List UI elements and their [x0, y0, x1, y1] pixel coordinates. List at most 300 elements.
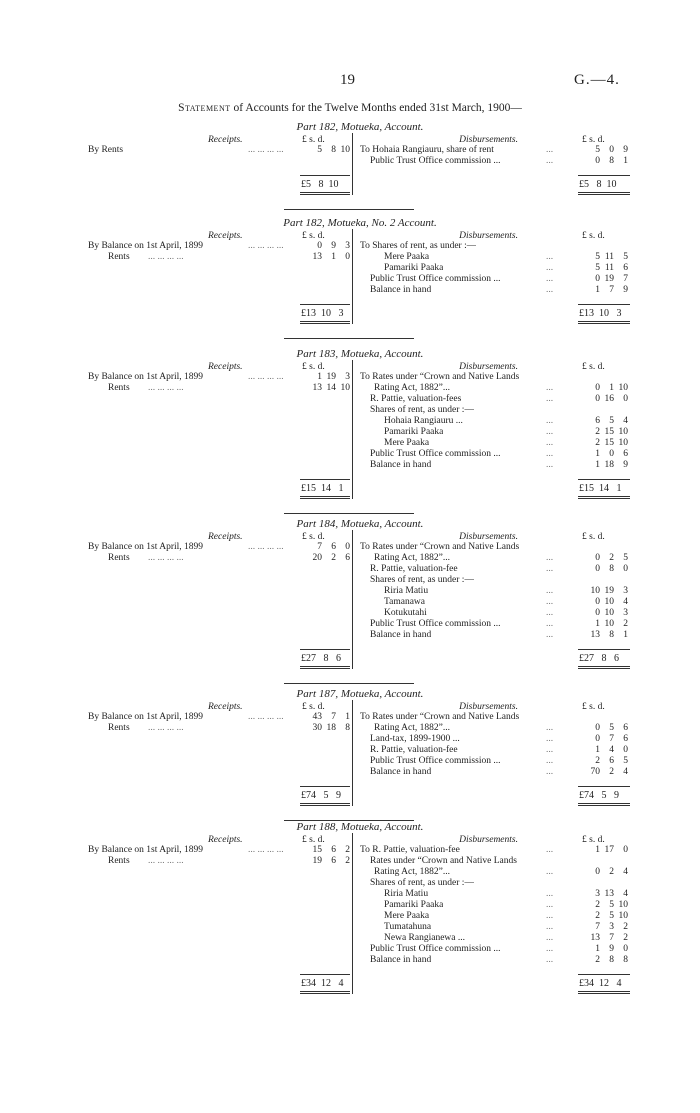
amount-l: 0 [595, 597, 600, 607]
amount-d: 4 [623, 597, 628, 607]
amount-d: 10 [618, 911, 628, 921]
leader-dots: ... [546, 586, 554, 596]
disbursement-label: Public Trust Office commission ... [370, 944, 501, 954]
disbursement-amount [578, 575, 628, 586]
disbursement-amount [578, 460, 628, 471]
amount-l: 3 [595, 889, 600, 899]
leader-dots: ... [546, 460, 554, 470]
amount-l: 19 [312, 856, 322, 866]
leader-dots: ... [546, 263, 554, 273]
disbursements-heading: Disbursements. [459, 135, 518, 145]
disbursements-total: £15 14 1 [579, 483, 622, 494]
amount-d [614, 878, 628, 889]
amount-d: 10 [340, 383, 350, 393]
amount-d: 2 [623, 619, 628, 629]
disbursement-label: To Rates under “Crown and Native Lands [360, 542, 520, 552]
amount-s: 7 [331, 712, 336, 722]
disbursement-label: Rating Act, 1882”... [374, 723, 450, 733]
receipt-amount [300, 553, 350, 564]
leader-dots: ... [546, 756, 554, 766]
amount-l: 1 [595, 944, 600, 954]
account-title-name: Motueka, Account. [338, 121, 424, 133]
disbursement-amount [578, 856, 628, 867]
amount-s: 9 [331, 241, 336, 251]
amount-d: 8 [345, 723, 350, 733]
amount-d: 10 [618, 438, 628, 448]
amount-l: 6 [595, 416, 600, 426]
disbursements-total: £13 10 3 [579, 308, 622, 319]
disbursement-amount [578, 263, 628, 274]
amount-s: 5 [609, 900, 614, 910]
disbursement-amount [578, 608, 628, 619]
total-rule-left [300, 649, 350, 650]
column-rule [352, 530, 353, 669]
amount-l: 10 [590, 586, 600, 596]
amount-l: 2 [595, 955, 600, 965]
leader-dots: ... ... ... ... [148, 252, 184, 262]
amount-l: 2 [595, 911, 600, 921]
amount-d: 6 [623, 723, 628, 733]
disbursement-amount [578, 145, 628, 156]
amount-s: 7 [609, 933, 614, 943]
leader-dots: ... [546, 394, 554, 404]
leader-dots: ... [546, 252, 554, 262]
disbursement-amount [578, 372, 628, 383]
amount-d: 0 [623, 394, 628, 404]
amount-s: 5 [609, 416, 614, 426]
amount-l: 2 [595, 438, 600, 448]
receipt-label: By Balance on 1st April, 1899 [88, 542, 204, 552]
amount-s [600, 241, 614, 252]
amount-s: 9 [609, 944, 614, 954]
amount-d: 0 [623, 745, 628, 755]
account-title [88, 689, 632, 700]
amount-s: 6 [331, 542, 336, 552]
disbursement-label: Mere Paaka [384, 438, 430, 448]
receipts-total: £5 8 10 [301, 179, 339, 190]
amount-l: 0 [595, 867, 600, 877]
lsd-heading-right: £ s. d. [582, 135, 605, 145]
account-title-part: Part 187, [296, 688, 339, 700]
disbursement-amount [578, 241, 628, 252]
amount-d: 4 [623, 767, 628, 777]
amount-s: 6 [331, 856, 336, 866]
disbursement-amount [578, 900, 628, 911]
leader-dots: ... [546, 922, 554, 932]
total-rule-left [300, 304, 350, 305]
disbursement-label: To Rates under “Crown and Native Lands [360, 712, 520, 722]
disbursement-label: Pamariki Paaka [384, 900, 444, 910]
amount-l: 5 [317, 145, 322, 155]
amount-d [614, 405, 628, 416]
account-title-name: Motueka, Account. [338, 518, 424, 530]
amount-l: 0 [595, 383, 600, 393]
amount-l: 0 [595, 564, 600, 574]
amount-s: 2 [331, 553, 336, 563]
lsd-heading-left: £ s. d. [302, 362, 325, 372]
amount-d: 0 [345, 252, 350, 262]
amount-d: 3 [345, 241, 350, 251]
amount-d: 2 [623, 933, 628, 943]
disbursement-amount [578, 542, 628, 553]
account-title-part: Part 184, [296, 518, 339, 530]
leader-dots: ... [546, 845, 554, 855]
leader-dots: ... ... ... ... [248, 712, 284, 722]
disbursement-label: Balance in hand [370, 285, 432, 295]
disbursement-label: Public Trust Office commission ... [370, 156, 501, 166]
amount-l: 7 [317, 542, 322, 552]
leader-dots: ... [546, 933, 554, 943]
amount-s: 1 [609, 383, 614, 393]
account-title-name: Motueka, No. 2 Account. [324, 217, 437, 229]
amount-l: 20 [312, 553, 322, 563]
disbursement-label: Balance in hand [370, 460, 432, 470]
amount-l: 70 [590, 767, 600, 777]
disbursement-amount [578, 630, 628, 641]
amount-d: 2 [345, 856, 350, 866]
amount-s [600, 856, 614, 867]
disbursement-label: Land-tax, 1899-1900 ... [370, 734, 460, 744]
leader-dots: ... [546, 564, 554, 574]
receipt-label: Rents [108, 383, 130, 393]
amount-l: 2 [595, 756, 600, 766]
total-rule-right [578, 304, 630, 305]
amount-d: 2 [623, 922, 628, 932]
amount-l: 2 [595, 900, 600, 910]
amount-d: 7 [623, 274, 628, 284]
amount-d: 10 [340, 145, 350, 155]
amount-d: 6 [623, 263, 628, 273]
receipts-heading: Receipts. [208, 135, 243, 145]
amount-s [600, 712, 614, 723]
disbursement-amount [578, 597, 628, 608]
amount-s [600, 542, 614, 553]
total-rule-left [300, 479, 350, 480]
amount-s: 3 [609, 922, 614, 932]
leader-dots: ... [546, 734, 554, 744]
amount-s [600, 575, 614, 586]
amount-s: 10 [604, 619, 614, 629]
amount-s: 5 [609, 723, 614, 733]
disbursement-amount [578, 285, 628, 296]
account-title-part: Part 182, [296, 121, 339, 133]
lsd-heading-right: £ s. d. [582, 702, 605, 712]
amount-s: 19 [604, 274, 614, 284]
column-rule [352, 833, 353, 994]
account-title-part: Part 183, [296, 348, 339, 360]
disbursement-amount [578, 586, 628, 597]
double-rule-left [300, 496, 350, 499]
leader-dots: ... ... ... ... [148, 383, 184, 393]
amount-s: 6 [331, 845, 336, 855]
amount-l: 43 [312, 712, 322, 722]
receipt-amount [300, 542, 350, 553]
receipt-amount [300, 845, 350, 856]
amount-l [586, 712, 600, 723]
disbursement-amount [578, 394, 628, 405]
amount-d [614, 856, 628, 867]
amount-d [614, 241, 628, 252]
leader-dots: ... ... ... ... [148, 856, 184, 866]
total-rule-right [578, 786, 630, 787]
disbursement-label: R. Pattie, valuation-fee [370, 564, 458, 574]
disbursement-amount [578, 767, 628, 778]
leader-dots: ... [546, 274, 554, 284]
double-rule-right [578, 991, 630, 994]
amount-l: 5 [595, 252, 600, 262]
amount-l: 1 [595, 619, 600, 629]
amount-l: 30 [312, 723, 322, 733]
amount-s: 8 [331, 145, 336, 155]
account-title [88, 519, 632, 530]
receipt-amount [300, 252, 350, 263]
lsd-heading-left: £ s. d. [302, 532, 325, 542]
disbursement-label: Shares of rent, as under :— [370, 878, 474, 888]
amount-l: 13 [590, 630, 600, 640]
disbursement-label: Hohaia Rangiauru ... [384, 416, 463, 426]
leader-dots: ... [546, 767, 554, 777]
double-rule-left [300, 803, 350, 806]
amount-d: 2 [345, 845, 350, 855]
lsd-heading-left: £ s. d. [302, 835, 325, 845]
amount-l: 0 [595, 274, 600, 284]
section-separator [284, 513, 414, 514]
amount-d: 10 [618, 900, 628, 910]
receipt-label: Rents [108, 723, 130, 733]
leader-dots: ... ... ... ... [248, 845, 284, 855]
disbursement-label: Shares of rent, as under :— [370, 575, 474, 585]
amount-d: 1 [623, 156, 628, 166]
amount-d: 1 [623, 630, 628, 640]
amount-s [600, 878, 614, 889]
double-rule-left [300, 192, 350, 195]
amount-l [586, 372, 600, 383]
amount-s: 18 [604, 460, 614, 470]
account-title-part: Part 188, [296, 821, 339, 833]
receipts-total: £27 8 6 [301, 653, 341, 664]
lsd-heading-right: £ s. d. [582, 532, 605, 542]
amount-d: 4 [623, 889, 628, 899]
amount-s: 8 [609, 630, 614, 640]
amount-s: 10 [604, 597, 614, 607]
receipt-amount [300, 372, 350, 383]
disbursements-heading: Disbursements. [459, 702, 518, 712]
total-rule-right [578, 175, 630, 176]
lsd-heading-right: £ s. d. [582, 231, 605, 241]
disbursement-amount [578, 416, 628, 427]
disbursements-total: £34 12 4 [579, 978, 622, 989]
column-rule [352, 229, 353, 324]
column-rule [352, 133, 353, 195]
disbursement-amount [578, 438, 628, 449]
amount-l [586, 542, 600, 553]
disbursement-label: Public Trust Office commission ... [370, 619, 501, 629]
amount-s: 18 [326, 723, 336, 733]
leader-dots: ... [546, 723, 554, 733]
leader-dots: ... [546, 438, 554, 448]
amount-s: 15 [604, 438, 614, 448]
leader-dots: ... [546, 597, 554, 607]
amount-s: 11 [604, 252, 614, 262]
receipt-amount [300, 723, 350, 734]
leader-dots: ... [546, 145, 554, 155]
account-title [88, 822, 632, 833]
amount-l: 0 [595, 394, 600, 404]
leader-dots: ... [546, 889, 554, 899]
lsd-heading-left: £ s. d. [302, 231, 325, 241]
receipts-heading: Receipts. [208, 532, 243, 542]
column-rule [352, 700, 353, 806]
amount-s: 5 [609, 911, 614, 921]
amount-l: 1 [595, 745, 600, 755]
disbursements-heading: Disbursements. [459, 532, 518, 542]
amount-d: 6 [345, 553, 350, 563]
section-separator [284, 683, 414, 684]
disbursement-label: Public Trust Office commission ... [370, 449, 501, 459]
receipt-amount [300, 383, 350, 394]
amount-l: 0 [595, 553, 600, 563]
receipt-label: By Balance on 1st April, 1899 [88, 845, 204, 855]
amount-s: 8 [609, 955, 614, 965]
disbursement-amount [578, 274, 628, 285]
amount-d: 8 [623, 955, 628, 965]
amount-d: 5 [623, 252, 628, 262]
disbursement-amount [578, 878, 628, 889]
disbursement-amount [578, 845, 628, 856]
disbursement-amount [578, 553, 628, 564]
amount-d: 10 [618, 427, 628, 437]
amount-s: 2 [609, 867, 614, 877]
amount-l: 13 [312, 252, 322, 262]
account-title-name: Motueka, Account. [338, 688, 424, 700]
leader-dots: ... ... ... ... [248, 372, 284, 382]
disbursement-label: Tamanawa [384, 597, 426, 607]
disbursement-label: Newa Rangianewa ... [384, 933, 465, 943]
amount-s: 11 [604, 263, 614, 273]
amount-d: 0 [623, 845, 628, 855]
receipt-label: By Balance on 1st April, 1899 [88, 712, 204, 722]
disbursement-label: Shares of rent, as under :— [370, 405, 474, 415]
leader-dots: ... [546, 619, 554, 629]
amount-l: 1 [317, 372, 322, 382]
disbursement-label: Rating Act, 1882”... [374, 867, 450, 877]
amount-l [586, 405, 600, 416]
disbursement-label: R. Pattie, valuation-fee [370, 745, 458, 755]
disbursement-label: Balance in hand [370, 630, 432, 640]
amount-l [586, 575, 600, 586]
amount-l: 1 [595, 845, 600, 855]
leader-dots: ... [546, 630, 554, 640]
amount-l: 5 [595, 145, 600, 155]
disbursements-heading: Disbursements. [459, 835, 518, 845]
amount-s: 8 [609, 564, 614, 574]
leader-dots: ... [546, 427, 554, 437]
account-title-name: Motueka, Account. [338, 821, 424, 833]
leader-dots: ... [546, 449, 554, 459]
disbursement-amount [578, 405, 628, 416]
disbursement-label: Riria Matiu [384, 889, 429, 899]
leader-dots: ... ... ... ... [248, 542, 284, 552]
document-reference: G.—4. [574, 72, 620, 88]
amount-s: 2 [609, 553, 614, 563]
receipts-total: £15 14 1 [301, 483, 344, 494]
receipt-label: Rents [108, 252, 130, 262]
double-rule-right [578, 321, 630, 324]
disbursement-label: Public Trust Office commission ... [370, 274, 501, 284]
disbursement-label: Mere Paaka [384, 911, 430, 921]
amount-s: 7 [609, 734, 614, 744]
receipts-heading: Receipts. [208, 835, 243, 845]
disbursements-total: £74 5 9 [579, 790, 619, 801]
amount-l: 13 [590, 933, 600, 943]
statement-prefix: Statement [178, 102, 231, 114]
disbursement-label: Rates under “Crown and Native Lands [370, 856, 517, 866]
amount-d: 5 [623, 553, 628, 563]
leader-dots: ... ... ... ... [148, 553, 184, 563]
amount-l: 0 [317, 241, 322, 251]
disbursement-label: Public Trust Office commission ... [370, 756, 501, 766]
amount-l: 0 [595, 156, 600, 166]
disbursement-amount [578, 712, 628, 723]
disbursement-amount [578, 383, 628, 394]
amount-d: 9 [623, 285, 628, 295]
amount-d [614, 542, 628, 553]
amount-l [586, 878, 600, 889]
amount-d: 0 [345, 542, 350, 552]
receipt-label: Rents [108, 553, 130, 563]
receipt-amount [300, 712, 350, 723]
total-rule-left [300, 786, 350, 787]
receipts-heading: Receipts. [208, 362, 243, 372]
receipts-heading: Receipts. [208, 231, 243, 241]
disbursement-label: Rating Act, 1882”... [374, 383, 450, 393]
disbursement-amount [578, 745, 628, 756]
disbursement-amount [578, 723, 628, 734]
amount-d [614, 575, 628, 586]
amount-l: 1 [595, 285, 600, 295]
account-title [88, 122, 632, 133]
disbursements-total: £5 8 10 [579, 179, 617, 190]
receipt-label: Rents [108, 856, 130, 866]
disbursement-amount [578, 156, 628, 167]
amount-s: 0 [609, 145, 614, 155]
disbursement-label: To R. Pattie, valuation-fee [360, 845, 460, 855]
amount-s [600, 372, 614, 383]
disbursement-label: Tumatahuna [384, 922, 432, 932]
amount-d: 3 [623, 608, 628, 618]
amount-l: 0 [595, 734, 600, 744]
amount-s: 19 [604, 586, 614, 596]
disbursement-label: Kotukutahi [384, 608, 427, 618]
amount-l: 2 [595, 427, 600, 437]
amount-l [586, 856, 600, 867]
amount-d: 3 [345, 372, 350, 382]
amount-d [614, 372, 628, 383]
statement-heading [0, 102, 700, 114]
amount-d: 9 [623, 460, 628, 470]
amount-s: 4 [609, 745, 614, 755]
disbursements-heading: Disbursements. [459, 231, 518, 241]
receipt-amount [300, 241, 350, 252]
leader-dots: ... [546, 745, 554, 755]
leader-dots: ... [546, 553, 554, 563]
amount-l: 1 [595, 449, 600, 459]
leader-dots: ... [546, 955, 554, 965]
disbursement-label: To Rates under “Crown and Native Lands [360, 372, 520, 382]
amount-s: 19 [326, 372, 336, 382]
disbursement-amount [578, 933, 628, 944]
lsd-heading-left: £ s. d. [302, 702, 325, 712]
